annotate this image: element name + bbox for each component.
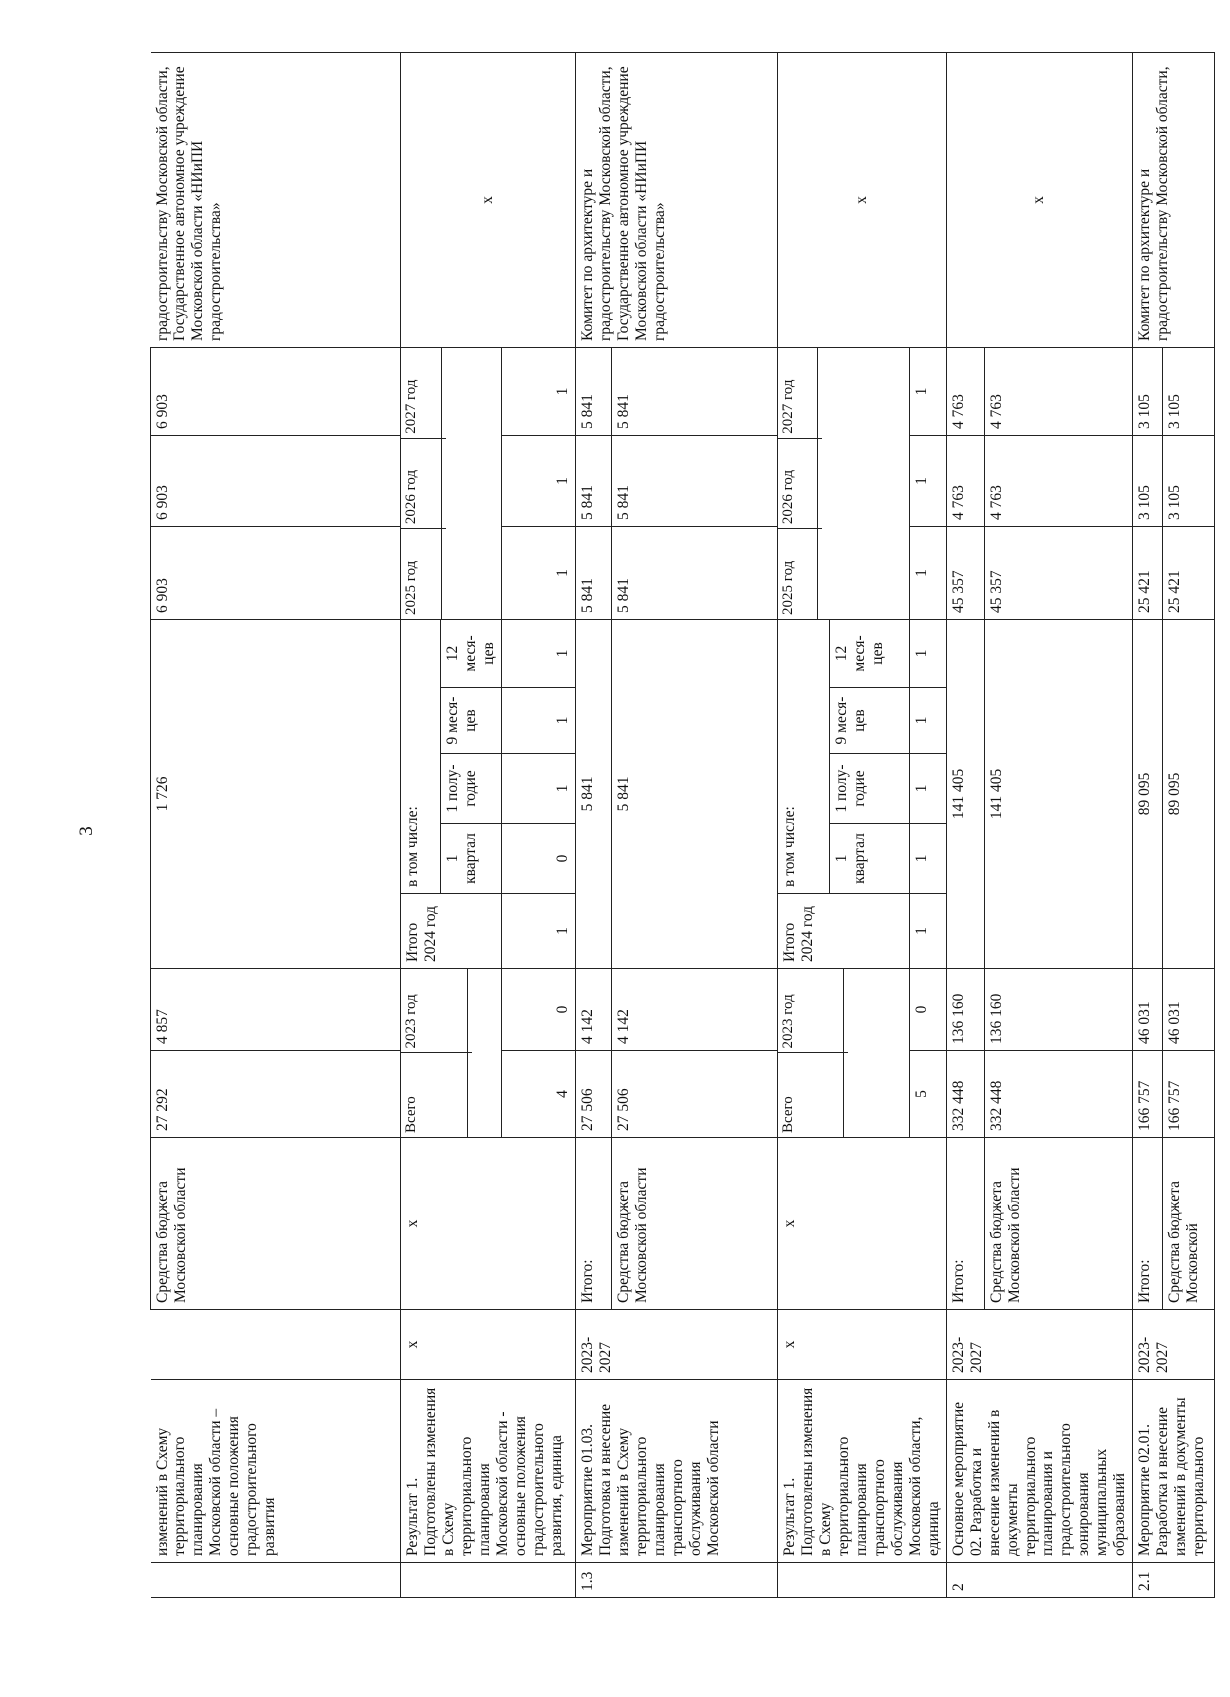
result-name: Результат 1. Подготовлены изменения в Схему территориального планирования транспортного обслуживания Московской области, единица [777,1380,946,1563]
value-2026: 5 841 [575,435,611,526]
value-m9: 1 [909,688,946,754]
row-number [777,1563,946,1598]
value-2027: 3 105 [1133,347,1163,435]
value-2027: 1 [909,347,946,435]
header-2023: 2023 год [778,969,844,1053]
table-row [946,52,984,1597]
period: 2023-2027 [946,1310,1133,1380]
header-years [777,347,909,619]
header-m9: 9 меся-цев [441,688,502,754]
header-2026: 2026 год [778,438,818,528]
header-h1: 1 полу-годие [441,754,502,824]
value-2027: 3 105 [1163,347,1215,435]
event-name: Основное мероприятие 02. Разработка и внесение изменений в документы территориального планирования и градостроительного зонирования муниципальных образований [946,1380,1133,1563]
period: 2023-2027 [575,1310,777,1380]
result-name: Результат 1. Подготовлены изменения в Схему территориального планирования Московской области - основные положения градостроительного развития, единица [401,1380,576,1563]
funding-source-total: Итого: [946,1138,984,1310]
value-2024: 141 405 [984,619,1133,968]
header-2023: 2023 год [401,969,467,1053]
value-total: 5 [909,1051,946,1138]
header-2026: 2026 год [401,438,441,528]
value-total: 27 506 [611,1051,777,1138]
value-2027: 6 903 [151,347,401,435]
funding-source: Средства бюджета Московской области [984,1138,1133,1310]
row-number: 2 [946,1563,1133,1598]
value-2026: 1 [501,435,575,526]
event-name: Мероприятие 02.01. Разработка и внесение изменений в документы территориального [1133,1380,1215,1563]
period [151,1310,401,1380]
value-m12: 1 [501,619,575,687]
event-name: Мероприятие 01.03. Подготовка и внесение изменений в Схему территориального планирования транспортного обслуживания Московской области [575,1380,777,1563]
value-total: 27 506 [575,1051,611,1138]
value-2027: 5 841 [575,347,611,435]
period: х [401,1310,576,1380]
executor: градостроительству Московской области, Государственное автономное учреждение Московской области «НИиПИ градостроительства» [151,52,401,347]
value-2023: 136 160 [946,969,984,1051]
header-vtom-chisle: в том числе: [401,619,441,893]
value-2025: 5 841 [575,526,611,619]
value-2026: 4 763 [946,435,984,526]
value-2023: 4 857 [151,969,401,1051]
rotated-table-wrapper [150,53,1230,1598]
value-2026: 3 105 [1163,435,1215,526]
value-total: 332 448 [946,1051,984,1138]
value-h1: 1 [909,754,946,824]
program-table [150,52,1215,1598]
header-itogo-2024: Итого 2024 год [777,894,909,969]
header-h1: 1 полу-годие [830,754,910,824]
value-2027: 4 763 [984,347,1133,435]
header-itogo-2024: Итого 2024 год [401,894,502,969]
value-m12: 1 [909,619,946,687]
header-years [401,347,502,619]
header-total: Всего [401,1053,467,1137]
table-row [401,52,441,1597]
value-2024: 5 841 [611,619,777,968]
value-2023: 0 [909,969,946,1051]
value-2023: 4 142 [611,969,777,1051]
value-2025: 5 841 [611,526,777,619]
header-total-2023 [777,969,909,1138]
value-total: 166 757 [1133,1051,1163,1138]
header-2025: 2025 год [778,529,818,619]
header-q1: 1 квартал [441,824,502,894]
value-2023: 46 031 [1163,969,1215,1051]
value-2027: 4 763 [946,347,984,435]
event-name: изменений в Схему территориального планирования Московской области – основные положения градостроительного развития [151,1380,401,1563]
value-2026: 1 [909,435,946,526]
table-row [151,52,401,1597]
executor: Комитет по архитектуре и градостроительству Московской области, [1133,52,1215,347]
table-row [777,52,829,1597]
header-2027: 2027 год [778,348,818,438]
value-2023: 4 142 [575,969,611,1051]
value-2025: 45 357 [946,526,984,619]
table-row [1133,52,1163,1597]
header-2027: 2027 год [401,348,441,438]
header-q1: 1 квартал [830,824,910,894]
value-2025: 25 421 [1133,526,1163,619]
header-total: Всего [778,1053,844,1137]
row-number: 2.1 [1133,1563,1215,1598]
value-2027: 1 [501,347,575,435]
value-2025: 6 903 [151,526,401,619]
value-2023: 0 [501,969,575,1051]
value-itogo-2024: 1 [501,894,575,969]
header-vtom-chisle: в том числе: [777,619,829,893]
table-row [575,52,611,1597]
executor: х [946,52,1133,347]
funding-source-total: Итого: [1133,1138,1163,1310]
row-number [151,1563,401,1598]
executor: х [401,52,576,347]
value-q1: 0 [501,824,575,894]
funding-source: х [777,1138,946,1310]
header-m9: 9 меся-цев [830,688,910,754]
header-total-2023 [401,969,502,1138]
value-2024: 89 095 [1163,619,1215,968]
row-number [401,1563,576,1598]
executor: х [777,52,946,347]
value-itogo-2024: 1 [909,894,946,969]
value-total: 4 [501,1051,575,1138]
funding-source: х [401,1138,576,1310]
value-2025: 25 421 [1163,526,1215,619]
value-2023: 46 031 [1133,969,1163,1051]
value-2025: 1 [501,526,575,619]
value-2026: 6 903 [151,435,401,526]
value-2023: 136 160 [984,969,1133,1051]
value-2025: 45 357 [984,526,1133,619]
funding-source-total: Итого: [575,1138,611,1310]
funding-source: Средства бюджета Московской области [151,1138,401,1310]
executor: Комитет по архитектуре и градостроительству Московской области, Государственное автономное учреждение Московской области «НИиПИ градостроительства» [575,52,777,347]
value-2026: 5 841 [611,435,777,526]
value-2024: 141 405 [946,619,984,968]
value-2026: 4 763 [984,435,1133,526]
header-m12: 12 меся-цев [441,619,502,687]
value-2027: 5 841 [611,347,777,435]
value-2024: 1 726 [151,619,401,968]
value-total: 166 757 [1163,1051,1215,1138]
page-number: 3 [75,826,97,836]
header-m12: 12 меся-цев [830,619,910,687]
value-q1: 1 [909,824,946,894]
row-number: 1.3 [575,1563,777,1598]
value-total: 27 292 [151,1051,401,1138]
funding-source: Средства бюджета Московской области [611,1138,777,1310]
value-h1: 1 [501,754,575,824]
value-m9: 1 [501,688,575,754]
header-2025: 2025 год [401,529,441,619]
value-total: 332 448 [984,1051,1133,1138]
period: х [777,1310,946,1380]
funding-source: Средства бюджета Московской [1163,1138,1215,1310]
period: 2023-2027 [1133,1310,1215,1380]
value-2024: 5 841 [575,619,611,968]
value-2024: 89 095 [1133,619,1163,968]
value-2026: 3 105 [1133,435,1163,526]
value-2025: 1 [909,526,946,619]
